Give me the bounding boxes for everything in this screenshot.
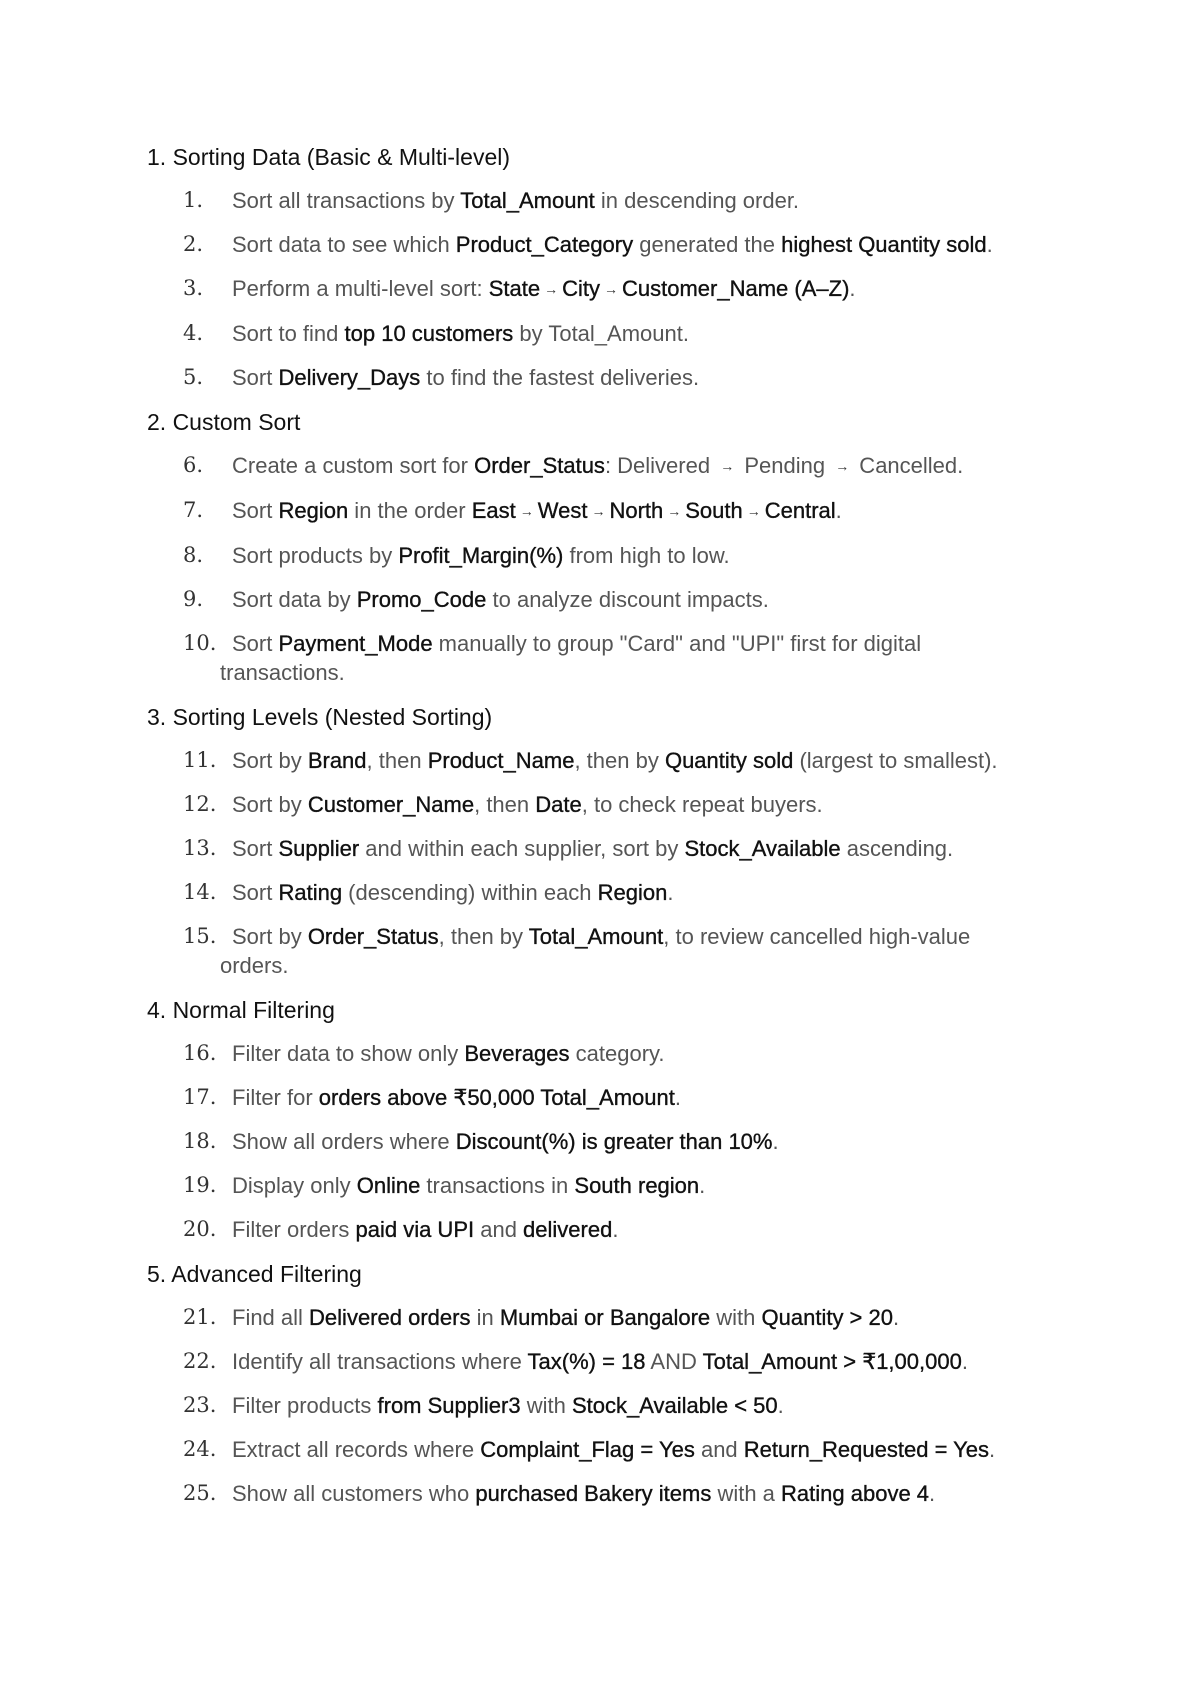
task-text: . [699,1173,706,1198]
task-item [147,1479,1107,1508]
section-heading: 1. Sorting Data (Basic & Multi-level) [147,144,511,170]
task-emphasis: City [562,276,600,301]
task-text: Create a custom sort for [232,453,475,478]
task-emphasis: delivered [523,1217,613,1242]
task-emphasis: Customer_Name (A–Z) [622,276,850,301]
task-emphasis: Order_Status [474,453,605,478]
task-emphasis: Region [597,880,668,905]
task-number: 1. [183,188,204,212]
task-emphasis: orders above ₹50,000 Total_Amount [318,1085,675,1110]
task-number: 23. [183,1393,217,1417]
arrow-icon: → [519,503,534,519]
task-text: Sort all transactions by [232,188,461,213]
task-text: with [710,1305,762,1330]
task-text: and [694,1437,744,1462]
task-emphasis: North [609,498,664,523]
task-number: 2. [183,232,204,256]
task-number: 19. [183,1173,217,1197]
task-item [147,1435,1107,1464]
task-emphasis: Online [356,1173,421,1198]
task-emphasis: Rating [278,880,343,905]
section-heading: 2. Custom Sort [147,409,301,435]
task-emphasis: Delivered orders [309,1305,471,1330]
task-text: Perform a multi-level sort: [232,276,489,301]
task-text: manually to group "Card" and "UPI" first for digital transactions. [220,631,922,685]
task-text: in the order [348,498,472,523]
task-item [147,878,1107,907]
task-text: Filter products [232,1393,378,1418]
task-number: 18. [183,1129,217,1153]
task-emphasis: Order_Status [307,924,439,949]
task-item [147,1171,1107,1200]
task-emphasis: Mumbai or Bangalore [499,1305,711,1330]
task-number: 24. [183,1437,217,1461]
task-item [147,363,1107,392]
section-heading: 3. Sorting Levels (Nested Sorting) [147,704,493,730]
task-item [147,1347,1107,1376]
task-emphasis: East [471,498,516,523]
task-item [147,1039,1107,1068]
task-number: 12. [183,792,217,816]
task-text: Show all orders where [232,1129,456,1154]
task-text: Sort to find [232,321,345,346]
task-text: Pending [738,453,832,478]
task-text: Identify all transactions where [232,1349,528,1374]
task-text: . [986,232,993,257]
task-emphasis: Central [764,498,836,523]
task-emphasis: from Supplier3 [377,1393,521,1418]
task-item [147,274,1107,304]
task-emphasis: Complaint_Flag = Yes [480,1437,695,1462]
task-text: Cancelled. [853,453,964,478]
task-text: with a [711,1481,782,1506]
task-number: 15. [183,924,217,948]
task-text: . [612,1217,619,1242]
task-emphasis: top 10 customers [344,321,514,346]
task-item [147,629,1000,687]
task-emphasis: Region [278,498,349,523]
task-emphasis: Profit_Margin(%) [398,543,564,568]
task-text: Sort [232,498,279,523]
task-text: . [674,1085,681,1110]
task-emphasis: Total_Amount [528,924,664,949]
task-item [147,1127,1107,1156]
task-number: 11. [183,748,217,772]
task-number: 9. [183,587,204,611]
arrow-icon: → [667,503,682,519]
task-number: 20. [183,1217,217,1241]
task-text: , to check repeat buyers. [581,792,823,817]
task-number: 8. [183,543,204,567]
task-item [147,451,1107,481]
task-emphasis: Tax(%) = 18 [527,1349,646,1374]
task-emphasis: Discount(%) is greater than 10% [455,1129,773,1154]
task-item [147,319,1107,348]
task-item [147,834,1107,863]
task-text: Sort by [232,924,308,949]
task-emphasis: Date [535,792,582,817]
arrow-icon: → [746,503,761,519]
task-text: in descending order. [594,188,800,213]
task-emphasis: highest Quantity sold [781,232,987,257]
task-number: 13. [183,836,217,860]
task-text: Show all customers who [232,1481,476,1506]
task-emphasis: Total_Amount > ₹1,00,000 [702,1349,962,1374]
task-emphasis: Payment_Mode [278,631,433,656]
task-emphasis: Beverages [464,1041,570,1066]
task-emphasis: State [488,276,541,301]
task-text: Filter orders [232,1217,356,1242]
task-emphasis: Promo_Code [356,587,487,612]
task-text: Sort by [232,792,308,817]
task-item [147,1303,1107,1332]
task-item [147,922,1000,980]
task-emphasis: Supplier [278,836,360,861]
task-emphasis: West [537,498,588,523]
task-text: and [474,1217,524,1242]
arrow-icon: → [591,503,606,519]
task-text: generated the [633,232,782,257]
task-text: and within each supplier, sort by [359,836,685,861]
task-text: ascending. [840,836,954,861]
task-text: Sort [232,880,279,905]
task-text: , then [366,748,428,773]
task-emphasis: Product_Name [427,748,575,773]
task-text: . [772,1129,779,1154]
task-text: , to review cancelled high-value orders. [220,924,971,978]
task-number: 10. [183,631,217,655]
task-emphasis: paid via UPI [355,1217,475,1242]
task-text: to find the fastest deliveries. [420,365,700,390]
task-emphasis: Quantity sold [664,748,794,773]
task-number: 21. [183,1305,217,1329]
task-text: . [849,276,856,301]
task-item [147,790,1107,819]
task-text: . [835,498,842,523]
arrow-icon: → [835,458,850,474]
task-text: . [961,1349,968,1374]
task-item [147,186,1107,215]
task-item [147,1083,1107,1112]
task-text: Sort products by [232,543,399,568]
task-emphasis: purchased Bakery items [475,1481,712,1506]
task-number: 7. [183,498,204,522]
task-item [147,541,1107,570]
task-text: (largest to smallest). [793,748,998,773]
section-heading: 5. Advanced Filtering [147,1261,362,1287]
section-heading: 4. Normal Filtering [147,997,335,1023]
task-item [147,1391,1107,1420]
task-emphasis: South region [574,1173,700,1198]
task-item [147,496,1107,526]
task-text: category. [569,1041,665,1066]
task-text: . [929,1481,936,1506]
task-text: , then by [438,924,529,949]
task-text: with [520,1393,572,1418]
task-emphasis: Delivery_Days [278,365,421,390]
task-text: Sort [232,836,279,861]
task-number: 22. [183,1349,217,1373]
task-item [147,1215,1107,1244]
task-text: Find all [232,1305,310,1330]
task-emphasis: Stock_Available [684,836,841,861]
task-text: , then [474,792,536,817]
task-text: Sort data by [232,587,357,612]
document-body [147,142,1107,1523]
task-text: in [470,1305,500,1330]
task-text: Filter data to show only [232,1041,465,1066]
task-text: by Total_Amount. [513,321,689,346]
task-emphasis: Customer_Name [307,792,475,817]
task-emphasis: Total_Amount [460,188,595,213]
task-number: 17. [183,1085,217,1109]
task-text: . [893,1305,900,1330]
task-emphasis: Return_Requested = Yes [743,1437,990,1462]
task-text: to analyze discount impacts. [486,587,769,612]
task-text: . [667,880,674,905]
task-number: 4. [183,321,204,345]
task-emphasis: Stock_Available < 50 [571,1393,778,1418]
task-text: . [989,1437,996,1462]
task-text: Extract all records where [232,1437,481,1462]
task-text: Sort [232,631,279,656]
task-emphasis: Brand [307,748,367,773]
task-item [147,746,1107,775]
task-text: : Delivered [604,453,717,478]
task-number: 14. [183,880,217,904]
task-number: 5. [183,365,204,389]
task-text: AND [645,1349,703,1374]
task-item [147,230,1107,259]
task-number: 6. [183,453,204,477]
task-text: , then by [574,748,665,773]
task-text: from high to low. [563,543,730,568]
arrow-icon: → [720,458,735,474]
task-text: . [777,1393,784,1418]
task-emphasis: South [685,498,743,523]
arrow-icon: → [604,281,618,297]
task-emphasis: Quantity > 20 [761,1305,893,1330]
task-number: 25. [183,1481,217,1505]
task-emphasis: Rating above 4 [781,1481,930,1506]
task-item [147,585,1107,614]
task-text: Sort [232,365,279,390]
task-text: Sort by [232,748,308,773]
task-emphasis: Product_Category [455,232,634,257]
task-number: 16. [183,1041,217,1065]
task-text: (descending) within each [342,880,598,905]
task-number: 3. [183,276,204,300]
task-text: Filter for [232,1085,319,1110]
task-text: Sort data to see which [232,232,456,257]
task-text: Display only [232,1173,357,1198]
task-text: transactions in [420,1173,575,1198]
arrow-icon: → [544,281,559,297]
